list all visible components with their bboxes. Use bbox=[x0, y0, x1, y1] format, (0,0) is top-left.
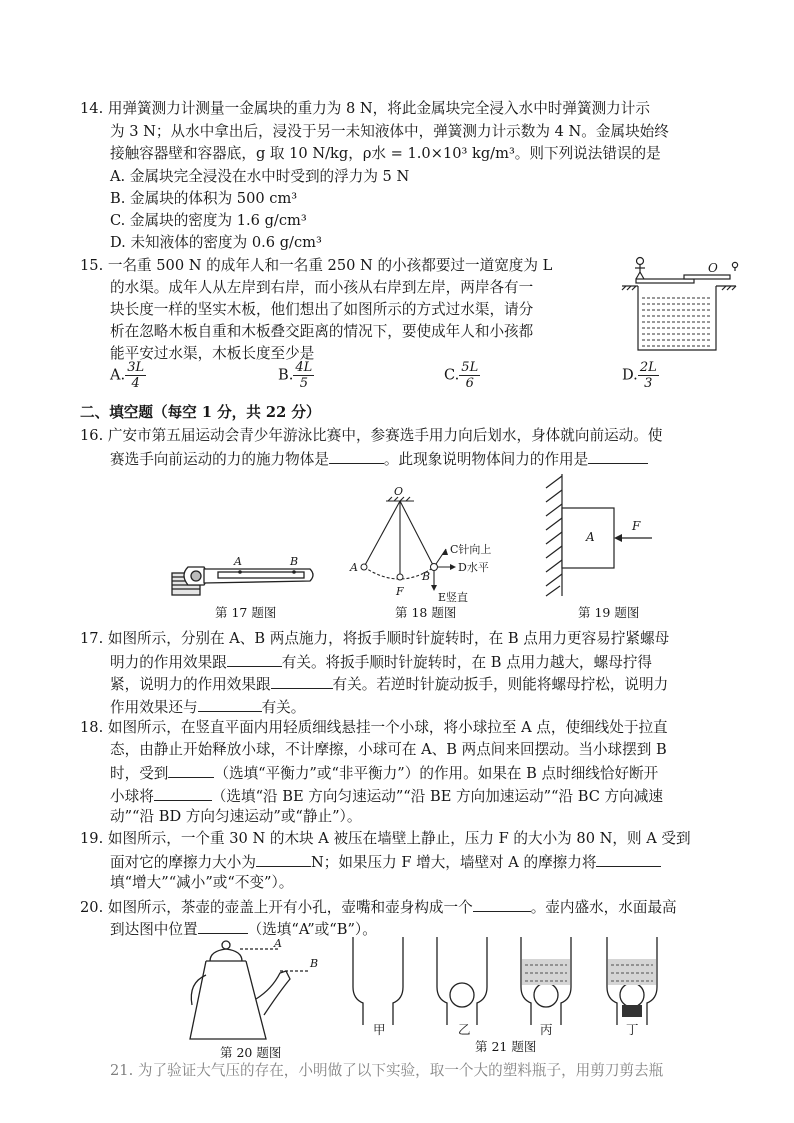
q17-line2: 明力的作用效果跟 有关。将扳手顺时针旋转时，在 B 点用力越大，螺母拧得 bbox=[110, 654, 653, 671]
q15-option-d: D. $\frac{2L}{3}$ bbox=[622, 360, 657, 391]
fig21-label-ding: 丁 bbox=[626, 1022, 639, 1037]
fig21-label-yi: 乙 bbox=[458, 1022, 471, 1037]
q17-line4: 作用效果还与 有关。 bbox=[110, 699, 306, 716]
answer-blank[interactable] bbox=[198, 697, 262, 712]
q16-line2: 赛选手向前运动的力的施力物体是 。此现象说明物体间力的作用是 bbox=[110, 449, 648, 469]
q19-line1: 19. 如图所示，一个重 30 N 的木块 A 被压在墙壁上静止，压力 F 的大小为 80 N，则 A 受到 bbox=[80, 830, 691, 847]
q18-line3: 时，受到 （选填“平衡力”或“非平衡力”）的作用。如果在 B 点时细线恰好断开 bbox=[110, 765, 659, 782]
q15-line2: 的水渠。成年人从左岸到右岸，而小孩从右岸到左岸，两岸各有一 bbox=[110, 279, 534, 296]
q14-line1: 14. 用弹簧测力计测量一金属块的重力为 8 N，将此金属块完全浸入水中时弹簧测力计示 bbox=[80, 100, 650, 117]
q14-option-b: B. 金属块的体积为 500 cm³ bbox=[110, 190, 298, 207]
fig17-label-b: B bbox=[290, 555, 299, 568]
q17-line1: 17. 如图所示，分别在 A、B 两点施力，将扳手顺时针旋转时，在 B 点用力更容易拧紧螺母 bbox=[80, 630, 670, 647]
answer-blank[interactable] bbox=[168, 763, 214, 778]
fraction: $\frac{3L}{4}$ bbox=[127, 360, 145, 391]
q14-line2: 为 3 N；从水中拿出后，浸没于另一未知液体中，弹簧测力计示数为 4 N。金属块始终 bbox=[110, 123, 669, 140]
fig18-label-e: E竖直 bbox=[438, 591, 469, 604]
answer-blank[interactable] bbox=[588, 449, 648, 464]
answer-blank[interactable] bbox=[596, 852, 661, 867]
fig19-label-f: F bbox=[632, 519, 641, 533]
fig21-caption: 第 21 题图 bbox=[475, 1039, 537, 1054]
fig18-label-o: O bbox=[394, 485, 404, 498]
q15-line1: 15. 一名重 500 N 的成年人和一名重 250 N 的小孩都要过一道宽度为 L bbox=[80, 257, 553, 274]
fig17-caption: 第 17 题图 bbox=[215, 605, 277, 620]
answer-blank[interactable] bbox=[198, 919, 248, 934]
answer-blank[interactable] bbox=[473, 897, 531, 912]
fig21-label-bing: 丙 bbox=[540, 1022, 553, 1037]
fig18-caption: 第 18 题图 bbox=[395, 605, 457, 620]
q15-fig-label-o: O bbox=[708, 261, 718, 275]
q16-line1: 16. 广安市第五届运动会青少年游泳比赛中，参赛选手用力向后划水，身体就向前运动。使 bbox=[80, 427, 663, 444]
fig17-wrench bbox=[170, 545, 320, 605]
answer-blank[interactable] bbox=[271, 674, 333, 689]
q20-line2: 到达图中位置 （选填“A”或“B”）。 bbox=[110, 921, 377, 938]
q18-line5: 动”“沿 BD 方向匀速运动”或“静止”）。 bbox=[110, 808, 362, 825]
fig18-label-b: B bbox=[422, 570, 431, 583]
q17-line3: 紧，说明力的作用效果跟 有关。若逆时针旋动扳手，则能将螺母拧松，说明力 bbox=[110, 676, 669, 693]
q14-line3: 接触容器壁和容器底，g 取 10 N/kg，ρ水 = 1.0×10³ kg/m³。则下列说法错误的是 bbox=[110, 145, 661, 162]
fig18-label-c: C针向上 bbox=[450, 543, 492, 556]
fraction: $\frac{2L}{3}$ bbox=[639, 360, 657, 391]
q15-figure bbox=[618, 250, 740, 358]
q19-line3: 填“增大”“减小”或“不变”）。 bbox=[110, 874, 294, 891]
answer-blank[interactable] bbox=[329, 449, 384, 464]
fig18-label-a: A bbox=[350, 561, 358, 574]
q15-option-c: C. $\frac{5L}{6}$ bbox=[444, 360, 479, 391]
q15-option-b: B. $\frac{4L}{5}$ bbox=[278, 360, 313, 391]
fig17-label-a: A bbox=[234, 555, 242, 568]
section-heading: 二、填空题（每空 1 分，共 22 分） bbox=[80, 404, 321, 421]
fig19-caption: 第 19 题图 bbox=[578, 605, 640, 620]
q15-line4: 析在忽略木板自重和木板叠交距离的情况下，要使成年人和小孩都 bbox=[110, 323, 534, 340]
fig20-label-a: A bbox=[274, 937, 282, 950]
answer-blank[interactable] bbox=[154, 786, 212, 801]
q18-line1: 18. 如图所示，在竖直平面内用轻质细线悬挂一个小球，将小球拉至 A 点，使细线处于拉直 bbox=[80, 719, 668, 736]
q15-line3: 块长度一样的坚实木板，他们想出了如图所示的方式过水渠，请分 bbox=[110, 301, 534, 318]
q14-option-d: D. 未知液体的密度为 0.6 g/cm³ bbox=[110, 234, 322, 251]
q14-option-a: A. 金属块完全浸没在水中时受到的浮力为 5 N bbox=[110, 168, 410, 185]
answer-blank[interactable] bbox=[227, 652, 282, 667]
fig20-label-b: B bbox=[310, 957, 319, 970]
fig18-pendulum bbox=[342, 485, 517, 605]
fig19-block-wall bbox=[540, 470, 660, 600]
answer-blank[interactable] bbox=[256, 852, 311, 867]
fig20-caption: 第 20 题图 bbox=[220, 1045, 282, 1060]
q18-line2: 态，由静止开始释放小球，不计摩擦，小球可在 A、B 两点间来回摆动。当小球摆到 B bbox=[110, 741, 667, 758]
q14-option-c: C. 金属块的密度为 1.6 g/cm³ bbox=[110, 212, 307, 229]
fraction: $\frac{4L}{5}$ bbox=[295, 360, 313, 391]
fraction: $\frac{5L}{6}$ bbox=[461, 360, 479, 391]
q21-partial-line: 21. 为了验证大气压的存在，小明做了以下实验，取一个大的塑料瓶子，用剪刀剪去瓶 bbox=[110, 1062, 664, 1079]
fig18-label-f: F bbox=[396, 585, 404, 598]
fig20-teapot bbox=[180, 935, 330, 1045]
fig19-label-a: A bbox=[586, 530, 595, 544]
q20-line1: 20. 如图所示，茶壶的壶盖上开有小孔，壶嘴和壶身构成一个 。壶内盛水，水面最高 bbox=[80, 899, 677, 916]
q18-line4: 小球将 （选填“沿 BE 方向匀速运动”“沿 BE 方向加速运动”“沿 BC 方向减速 bbox=[110, 788, 663, 805]
q15-option-a: A. $\frac{3L}{4}$ bbox=[110, 360, 145, 391]
fig18-label-d: D水平 bbox=[458, 561, 489, 574]
fig21-label-jia: 甲 bbox=[373, 1022, 386, 1037]
q15-line5: 能平安过水渠，木板长度至少是 bbox=[110, 345, 315, 362]
q19-line2: 面对它的摩擦力大小为 N；如果压力 F 增大，墙壁对 A 的摩擦力将 bbox=[110, 852, 661, 872]
